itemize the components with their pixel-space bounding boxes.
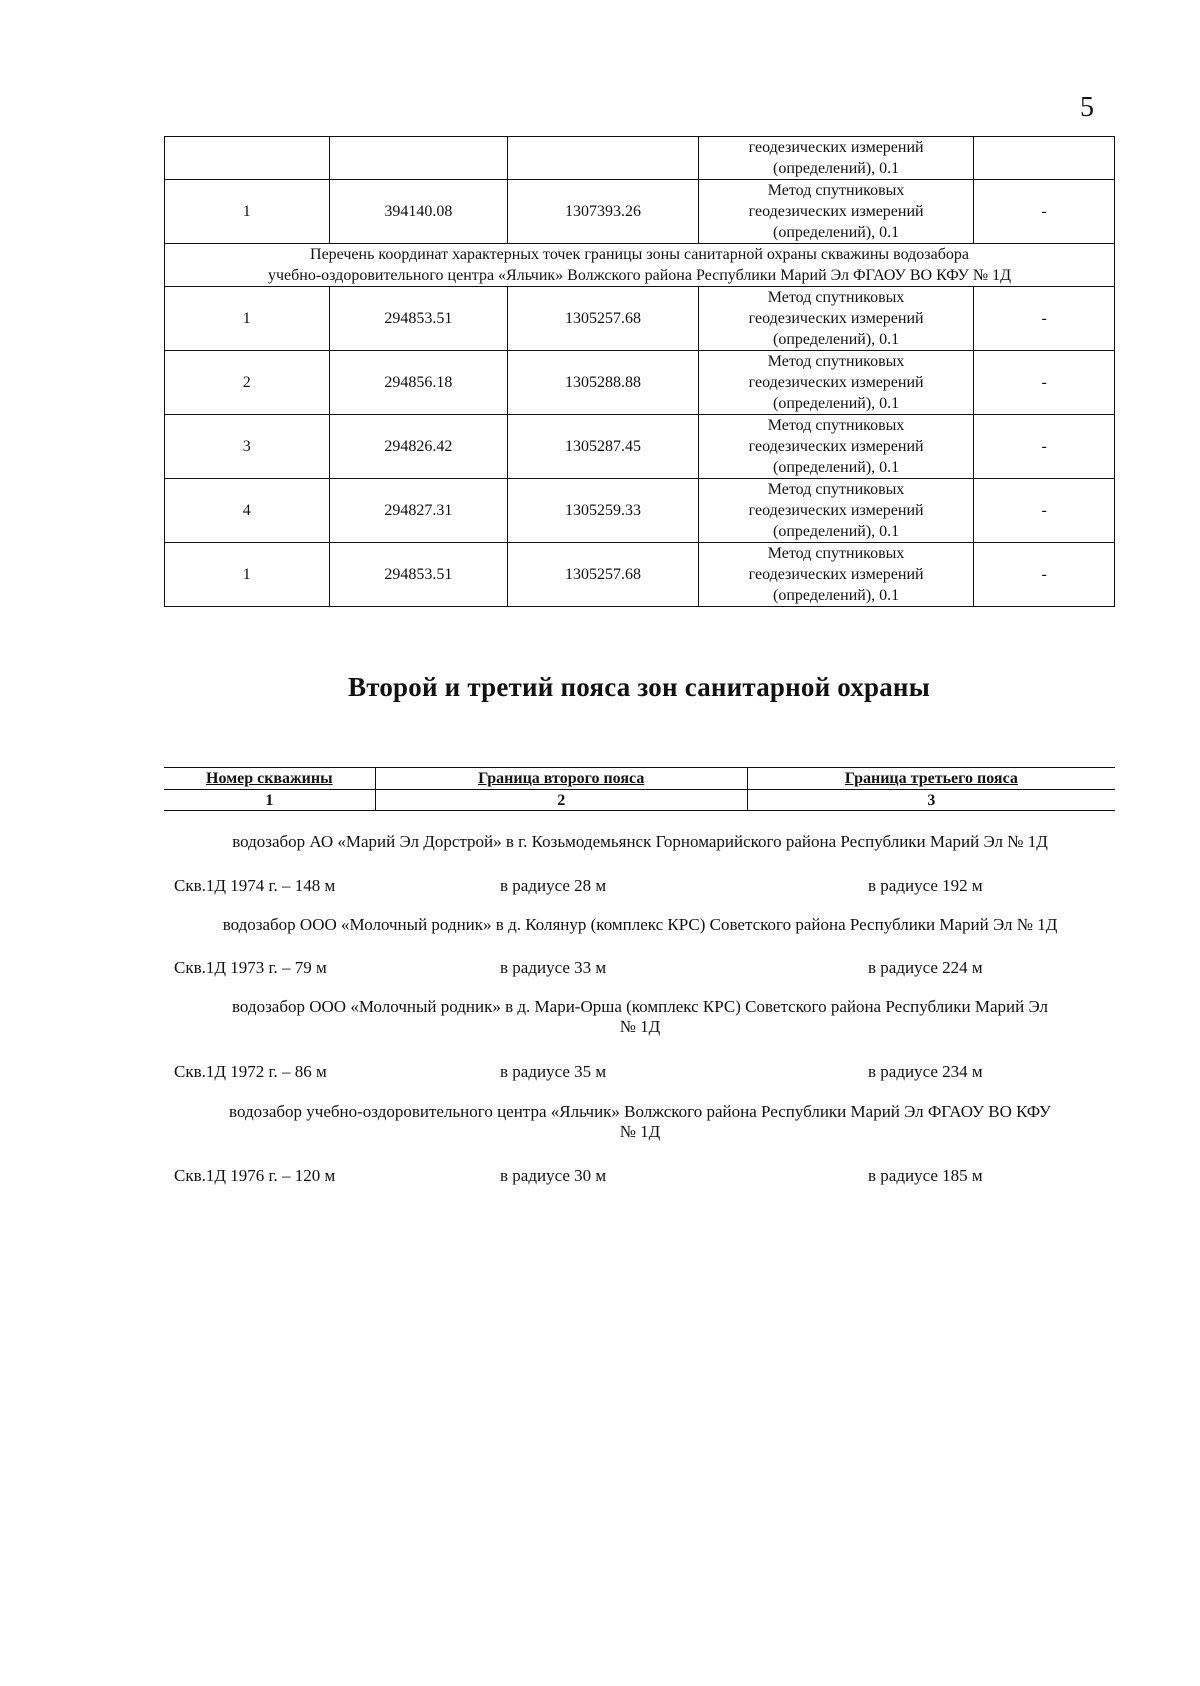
section-header-cell [165,244,1115,287]
method-cell [698,415,973,479]
well-info: Скв.1Д 1976 г. – 120 м [174,1166,336,1185]
intake-caption-line: водозабор ООО «Молочный родник» в д. Мари-Орша (комплекс КРС) Советского района Республики Марий Эл [232,997,1048,1016]
coord-x: 294853.51 [329,543,508,607]
method-line: геодезических измерений [748,203,924,220]
method-line: (определений), 0.1 [773,395,900,412]
coord-y [508,137,699,180]
method-line: геодезических измерений [748,139,924,156]
method-line: Метод спутниковых [767,545,905,562]
method-cell [698,479,973,543]
third-zone-radius: в радиусе 192 м [868,876,983,895]
coord-x: 294853.51 [329,287,508,351]
intake-caption: водозабор АО «Марий Эл Дорстрой» в г. Козьмодемьянск Горномарийского района Республики Марий Эл № 1Д [232,832,1048,851]
second-zone-radius: в радиусе 35 м [500,1062,607,1081]
coord-y: 1305259.33 [508,479,699,543]
zones-header-row [164,768,1115,790]
coord-x: 294827.31 [329,479,508,543]
section-header-line: учебно-оздоровительного центра «Яльчик» Волжского района Республики Марий Эл ФГАОУ ВО КФУ № 1Д [267,267,1012,284]
section-header-line: Перечень координат характерных точек границы зоны санитарной охраны скважины водозабора [310,246,969,263]
intake-caption-line: № 1Д [619,1017,661,1036]
coord-y: 1307393.26 [508,180,699,244]
method-line: геодезических измерений [748,374,924,391]
method-line: геодезических измерений [748,502,924,519]
table-row [165,479,1115,543]
column-number: 3 [747,790,1115,811]
point-number [165,137,330,180]
zones-table [164,767,1115,811]
extra-cell: - [974,479,1115,543]
zones-number-row [164,790,1115,811]
table-row [165,287,1115,351]
method-line: (определений), 0.1 [773,224,900,241]
method-line: геодезических измерений [748,438,924,455]
method-line: Метод спутниковых [767,289,905,306]
coord-y: 1305257.68 [508,287,699,351]
intake-caption [190,997,1090,1037]
point-number: 1 [165,543,330,607]
third-zone-radius: в радиусе 234 м [868,1062,983,1081]
method-cell [698,351,973,415]
method-line: геодезических измерений [748,566,924,583]
intake-caption-line: № 1Д [619,1122,661,1141]
coord-y: 1305257.68 [508,543,699,607]
table-row [165,415,1115,479]
section-header-row [165,244,1115,287]
point-number: 2 [165,351,330,415]
extra-cell: - [974,543,1115,607]
method-line: (определений), 0.1 [773,331,900,348]
intake-caption-line: водозабор учебно-оздоровительного центра «Яльчик» Волжского района Республики Марий Эл ФГАОУ ВО КФУ [229,1102,1051,1121]
second-zone-radius: в радиусе 30 м [500,1166,607,1185]
well-info: Скв.1Д 1973 г. – 79 м [174,958,327,977]
coord-x: 394140.08 [329,180,508,244]
method-line: Метод спутниковых [767,481,905,498]
point-number: 3 [165,415,330,479]
second-zone-radius: в радиусе 33 м [500,958,607,977]
method-line: (определений), 0.1 [773,523,900,540]
coord-x: 294856.18 [329,351,508,415]
coordinates-table [164,136,1115,607]
column-header: Граница третьего пояса [747,768,1115,790]
coord-x: 294826.42 [329,415,508,479]
column-number: 1 [164,790,375,811]
well-info: Скв.1Д 1974 г. – 148 м [174,876,336,895]
method-cell [698,180,973,244]
coord-y: 1305288.88 [508,351,699,415]
third-zone-radius: в радиусе 224 м [868,958,983,977]
point-number: 1 [165,287,330,351]
method-cell [698,287,973,351]
point-number: 4 [165,479,330,543]
method-line: геодезических измерений [748,310,924,327]
page-number: 5 [1080,92,1094,123]
extra-cell: - [974,351,1115,415]
column-header: Граница второго пояса [375,768,747,790]
second-zone-radius: в радиусе 28 м [500,876,607,895]
column-number: 2 [375,790,747,811]
intake-caption [190,1102,1090,1142]
method-line: (определений), 0.1 [773,587,900,604]
coord-y: 1305287.45 [508,415,699,479]
section-title: Второй и третий пояса зон санитарной охраны [348,672,930,702]
intake-caption: водозабор ООО «Молочный родник» в д. Колянур (комплекс КРС) Советского района Республики Марий Эл № 1Д [222,915,1058,934]
coord-x [329,137,508,180]
well-info: Скв.1Д 1972 г. – 86 м [174,1062,327,1081]
extra-cell [974,137,1115,180]
method-line: Метод спутниковых [767,353,905,370]
method-line: (определений), 0.1 [773,459,900,476]
column-header: Номер скважины [164,768,375,790]
table-row [165,137,1115,180]
table-row [165,180,1115,244]
point-number: 1 [165,180,330,244]
extra-cell: - [974,180,1115,244]
table-row [165,543,1115,607]
method-cell [698,543,973,607]
method-line: (определений), 0.1 [773,160,900,177]
method-line: Метод спутниковых [767,417,905,434]
method-cell [698,137,973,180]
method-line: Метод спутниковых [767,182,905,199]
extra-cell: - [974,287,1115,351]
table-row [165,351,1115,415]
third-zone-radius: в радиусе 185 м [868,1166,983,1185]
extra-cell: - [974,415,1115,479]
